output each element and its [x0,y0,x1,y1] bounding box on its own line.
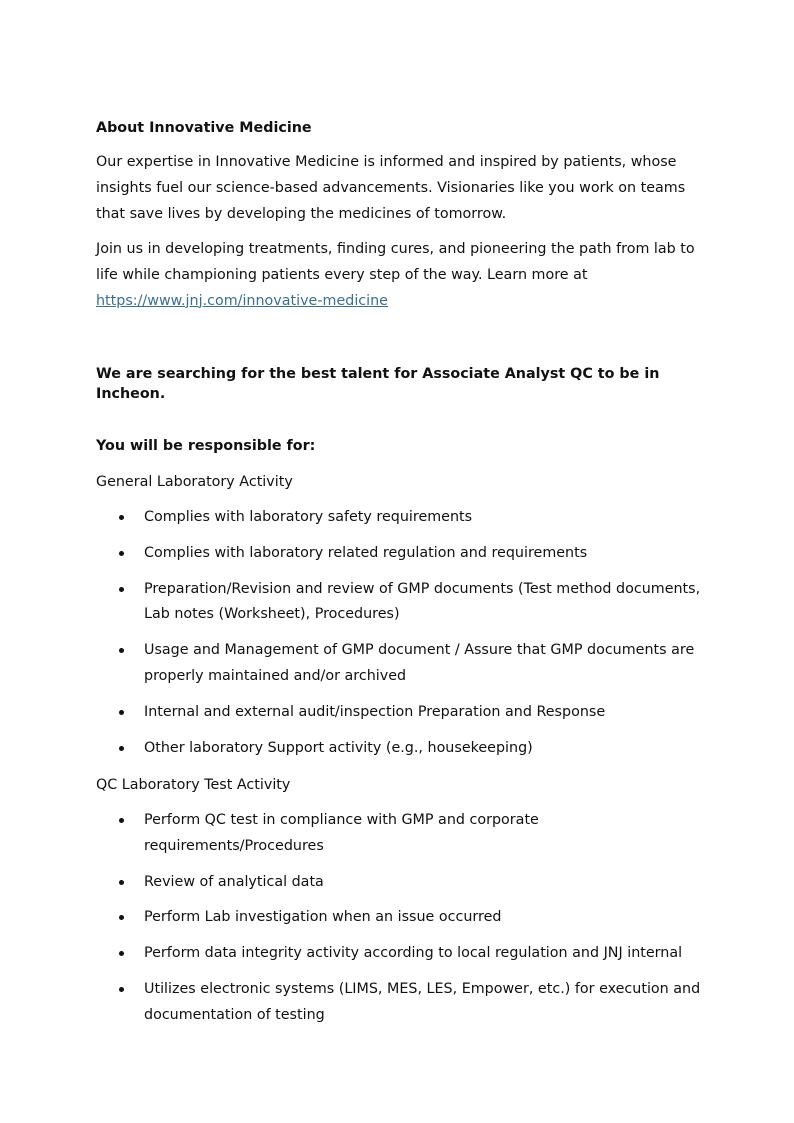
list-item: Other laboratory Support activity (e.g., housekeeping) [96,736,706,762]
about-heading: About Innovative Medicine [96,120,312,136]
list-item: Usage and Management of GMP document / Assure that GMP documents are properly maintained and/or archived [96,638,706,690]
list-item: Review of analytical data [96,870,706,896]
about-paragraph-2 [96,237,706,314]
list-item: Utilizes electronic systems (LIMS, MES, LES, Empower, etc.) for execution and documentation of testing [96,977,706,1029]
about-paragraph-1: Our expertise in Innovative Medicine is informed and inspired by patients, whose insights fuel our science-based advancements. Visionaries like you work on teams that save lives by developing the medicines of tomorrow. [96,154,686,222]
list-item: Internal and external audit/inspection Preparation and Response [96,700,706,726]
qc-lab-activity-list [96,808,706,1039]
general-lab-activity-label: General Laboratory Activity [96,474,293,490]
list-item: Preparation/Revision and review of GMP documents (Test method documents, Lab notes (Worksheet), Procedures) [96,577,706,629]
qc-lab-activity-label: QC Laboratory Test Activity [96,777,291,793]
list-item: Perform Lab investigation when an issue occurred [96,905,706,931]
list-item: Complies with laboratory safety requirements [96,505,706,531]
searching-heading: We are searching for the best talent for Associate Analyst QC to be in Incheon. [96,366,660,402]
responsibilities-heading: You will be responsible for: [96,438,316,454]
general-lab-activity-list [96,505,706,771]
list-item: Perform data integrity activity according to local regulation and JNJ internal [96,941,706,967]
list-item: Complies with laboratory related regulation and requirements [96,541,706,567]
about-paragraph-2-text: Join us in developing treatments, finding cures, and pioneering the path from lab to life while championing patients every step of the way. Learn more at [96,241,695,283]
list-item: Perform QC test in compliance with GMP and corporate requirements/Procedures [96,808,706,860]
innovative-medicine-link[interactable]: https://www.jnj.com/innovative-medicine [96,292,388,309]
